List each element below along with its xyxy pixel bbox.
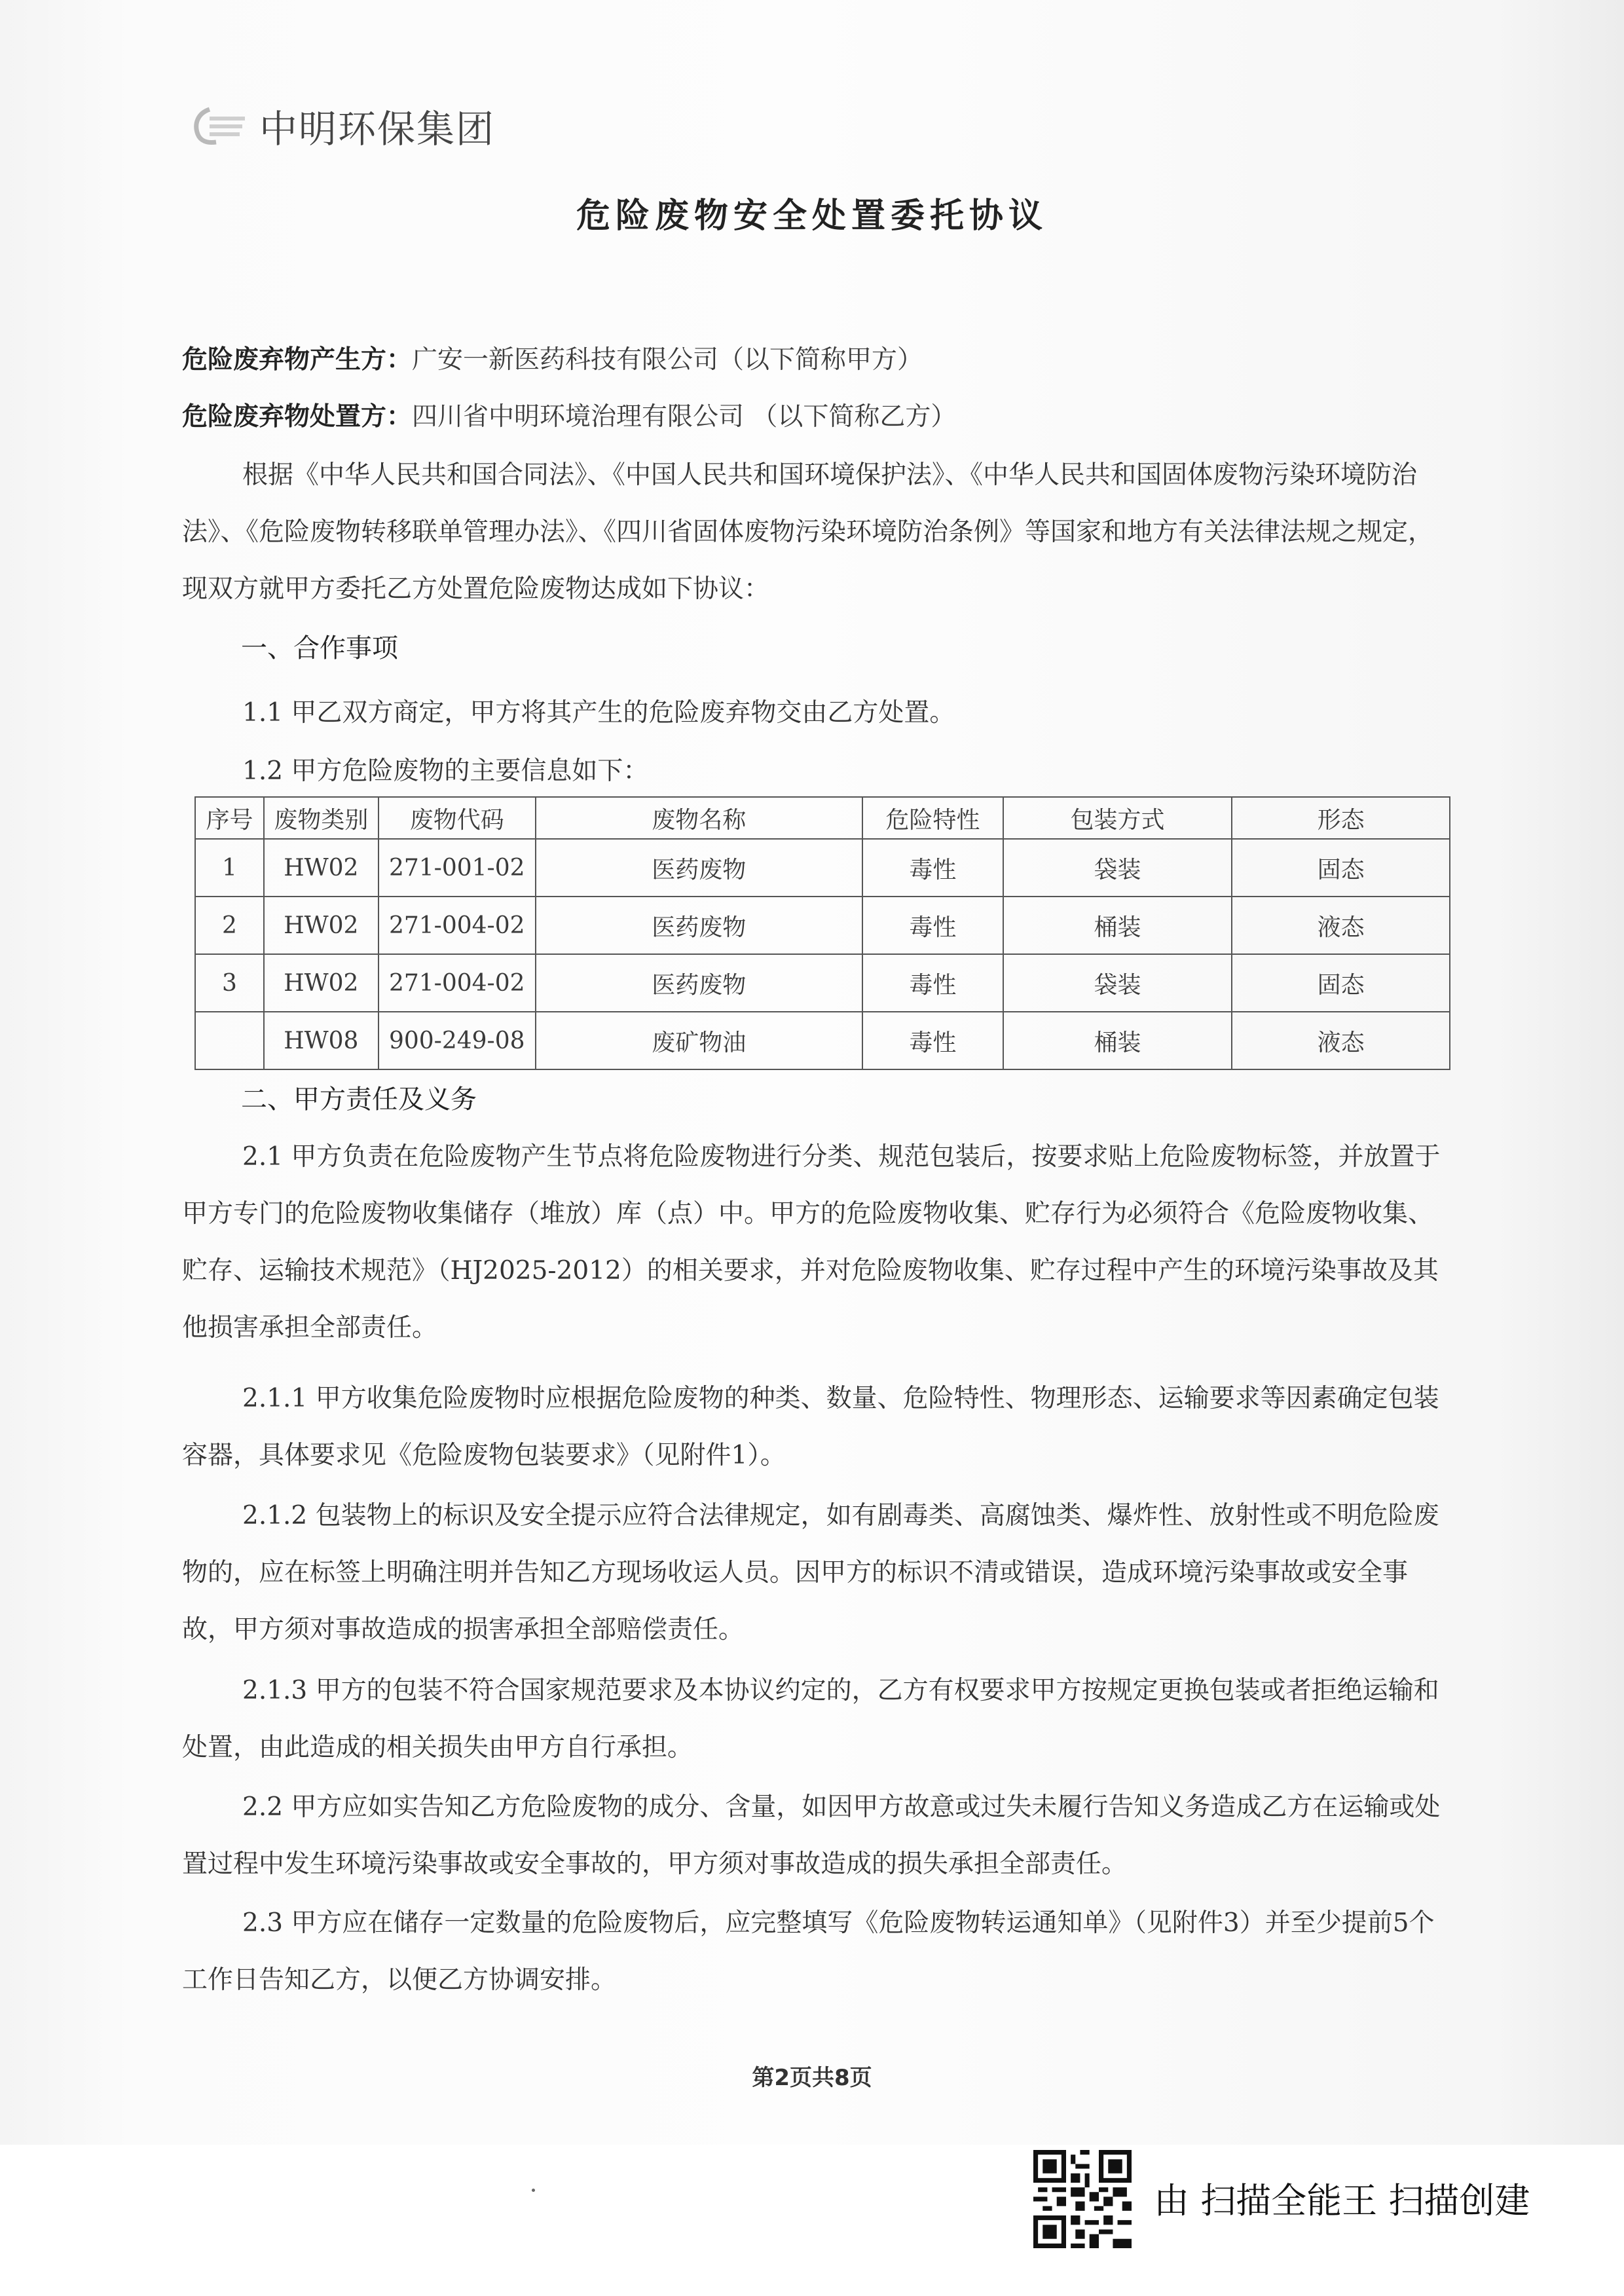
clause-2-1-1: 2.1.1 甲方收集危险废物时应根据危险废物的种类、数量、危险特性、物理形态、运输要求等因素确定包装容器，具体要求见《危险废物包装要求》（见附件1）。 — [182, 1384, 1439, 1470]
table-cell: 医药废物 — [536, 839, 862, 897]
party-producer — [182, 339, 923, 376]
section2-heading: 二、甲方责任及义务 — [241, 1084, 477, 1115]
item-1-2: 1.2 甲方危险废物的主要信息如下： — [242, 756, 649, 786]
table-cell: 液态 — [1232, 897, 1450, 954]
logo-text: 中明环保集团 — [259, 107, 496, 151]
disposer-label: 危险废弃物处置方： — [182, 402, 413, 432]
col-header: 包装方式 — [1003, 797, 1232, 839]
scanner-watermark: 由 扫描全能王 扫描创建 — [1154, 2180, 1530, 2221]
item-1-1: 1.1 甲乙双方商定，甲方将其产生的危险废弃物交由乙方处置。 — [242, 698, 955, 728]
col-header: 危险特性 — [862, 797, 1003, 839]
table-cell: HW02 — [264, 839, 378, 897]
table-cell: 固态 — [1232, 954, 1450, 1012]
table-cell: 桶装 — [1003, 1012, 1232, 1069]
table-cell: 1 — [195, 839, 264, 897]
table-cell: HW02 — [264, 897, 378, 954]
table-cell: HW02 — [264, 954, 378, 1012]
table-row — [195, 954, 1450, 1012]
table-cell: 毒性 — [862, 954, 1003, 1012]
table-cell: HW08 — [264, 1012, 378, 1069]
col-header: 序号 — [195, 797, 264, 839]
logo-mark-icon — [190, 104, 250, 147]
clause-2-1-3: 2.1.3 甲方的包装不符合国家规范要求及本协议约定的，乙方有权要求甲方按规定更换包装或者拒绝运输和处置，由此造成的相关损失由甲方自行承担。 — [182, 1676, 1439, 1762]
page-number: 第2页共8页 — [752, 2065, 872, 2091]
table-cell: 桶装 — [1003, 897, 1232, 954]
table-cell: 医药废物 — [536, 897, 862, 954]
clause-2-1: 2.1 甲方负责在危险废物产生节点将危险废物进行分类、规范包装后，按要求贴上危险废物标签，并放置于甲方专门的危险废物收集储存（堆放）库（点）中。甲方的危险废物收集、贮存行为必须符合《危险废物收集、贮存、运输技术规范》（HJ2025-2012）的相关要求，并对危险废物收集、贮存过程中产生的环境污染事故及其他损害承担全部责任。 — [182, 1142, 1441, 1342]
party-disposer — [182, 396, 956, 433]
table-row — [195, 1012, 1450, 1069]
table-cell: 袋装 — [1003, 954, 1232, 1012]
table-cell: 毒性 — [862, 839, 1003, 897]
col-header: 废物类别 — [264, 797, 378, 839]
table-row — [195, 897, 1450, 954]
section1-heading: 一、合作事项 — [241, 633, 398, 663]
col-header: 废物代码 — [378, 797, 536, 839]
table-cell: 毒性 — [862, 897, 1003, 954]
table-cell: 废矿物油 — [536, 1012, 862, 1069]
col-header: 形态 — [1232, 797, 1450, 839]
intro-paragraph: 根据《中华人民共和国合同法》、《中国人民共和国环境保护法》、《中华人民共和国固体废物污染环境防治法》、《危险废物转移联单管理办法》、《四川省固体废物污染环境防治条例》等国家和地方有关法律法规之规定，现双方就甲方委托乙方处置危险废物达成如下协议： — [182, 460, 1434, 604]
clause-2-2: 2.2 甲方应如实告知乙方危险废物的成分、含量，如因甲方故意或过失未履行告知义务造成乙方在运输或处置过程中发生环境污染事故或安全事故的，甲方须对事故造成的损失承担全部责任。 — [182, 1792, 1441, 1879]
disposer-value: 四川省中明环境治理有限公司 （以下简称乙方） — [412, 402, 957, 432]
table-cell: 医药废物 — [536, 954, 862, 1012]
col-header: 废物名称 — [536, 797, 862, 839]
table-cell: 271-004-02 — [378, 954, 536, 1012]
table-cell: 毒性 — [862, 1012, 1003, 1069]
table-cell: 2 — [195, 897, 264, 954]
table-cell: 271-004-02 — [378, 897, 536, 954]
scan-speck — [532, 2189, 535, 2192]
table-row — [195, 839, 1450, 897]
table-cell: 3 — [195, 954, 264, 1012]
waste-info-table — [194, 796, 1450, 1070]
table-cell: 271-001-02 — [378, 839, 536, 897]
producer-label: 危险废弃物产生方： — [182, 345, 413, 375]
qr-code-icon — [1033, 2150, 1132, 2248]
producer-value: 广安一新医药科技有限公司（以下简称甲方） — [412, 345, 923, 375]
clause-2-1-2: 2.1.2 包装物上的标识及安全提示应符合法律规定，如有剧毒类、高腐蚀类、爆炸性、放射性或不明危险废物的，应在标签上明确注明并告知乙方现场收运人员。因甲方的标识不清或错误，造成环境污染事故或安全事故，甲方须对事故造成的损害承担全部赔偿责任。 — [182, 1501, 1439, 1644]
table-header-row — [195, 797, 1450, 839]
table-cell — [195, 1012, 264, 1069]
document-title: 危险废物安全处置委托协议 — [576, 196, 1048, 236]
table-cell: 固态 — [1232, 839, 1450, 897]
table-cell: 900-249-08 — [378, 1012, 536, 1069]
company-logo — [190, 100, 495, 152]
clause-2-3: 2.3 甲方应在储存一定数量的危险废物后，应完整填写《危险废物转运通知单》（见附件3）并至少提前5个工作日告知乙方，以便乙方协调安排。 — [182, 1908, 1435, 1995]
table-cell: 袋装 — [1003, 839, 1232, 897]
table-cell: 液态 — [1232, 1012, 1450, 1069]
